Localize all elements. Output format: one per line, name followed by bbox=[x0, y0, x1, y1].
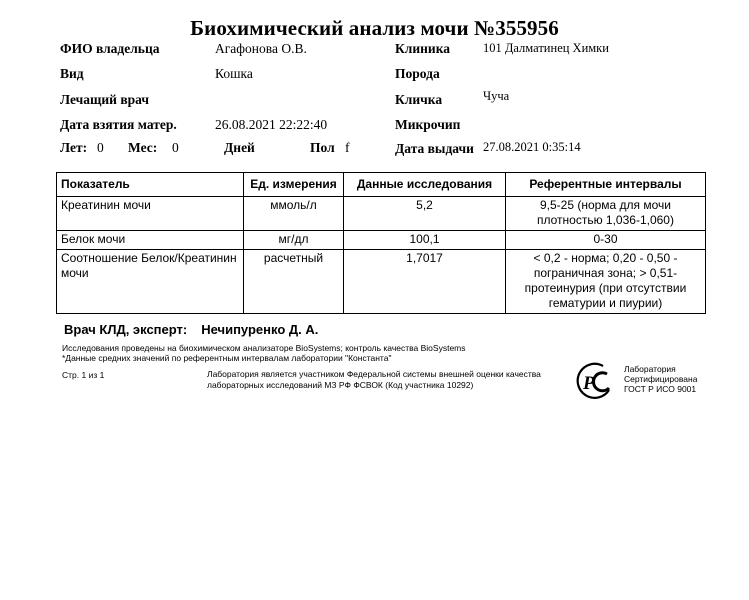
doctor-label: Врач КЛД, эксперт: bbox=[64, 322, 188, 337]
analyzer-note: Исследования проведены на биохимическом анализаторе BioSystems; контроль качества BioSystems bbox=[62, 343, 466, 353]
table-row bbox=[57, 231, 706, 250]
owner-value: Агафонова О.В. bbox=[215, 41, 307, 56]
certification-text bbox=[624, 364, 697, 394]
cert-line-1: Лаборатория bbox=[624, 364, 676, 374]
row-unit: мг/дл bbox=[244, 231, 344, 250]
row-unit: ммоль/л bbox=[244, 197, 344, 231]
reference-note: *Данные средних значений по референтным интервалам лаборатории "Константа" bbox=[62, 353, 392, 363]
clinic-label: Клиника bbox=[395, 41, 451, 56]
row-reference: < 0,2 - норма; 0,20 - 0,50 - пограничная зона; > 0,51- протеинурия (при отсутствии гематурии и пиурии) bbox=[506, 250, 706, 314]
column-header-indicator: Показатель bbox=[57, 173, 244, 197]
cert-line-2: Сертифицирована bbox=[624, 374, 698, 384]
results-table bbox=[56, 172, 706, 314]
nickname-value: Чуча bbox=[483, 89, 510, 103]
breed-label: Порода bbox=[395, 66, 440, 81]
page-number: Стр. 1 из 1 bbox=[62, 370, 105, 380]
sample-date-label: Дата взятия матер. bbox=[60, 117, 177, 132]
years-value: 0 bbox=[97, 140, 104, 155]
row-value: 5,2 bbox=[344, 197, 506, 231]
sex-label: Пол bbox=[310, 140, 335, 155]
row-indicator: Креатинин мочи bbox=[57, 197, 244, 231]
issue-date-label: Дата выдачи bbox=[395, 141, 474, 156]
row-reference: 9,5-25 (норма для мочи плотностью 1,036-1,060) bbox=[506, 197, 706, 231]
column-header-unit: Ед. измерения bbox=[244, 173, 344, 197]
row-indicator: Белок мочи bbox=[57, 231, 244, 250]
doctor-name: Нечипуренко Д. А. bbox=[201, 322, 319, 337]
species-label: Вид bbox=[60, 66, 84, 81]
doctor-signature-line bbox=[64, 322, 318, 337]
table-header-row bbox=[57, 173, 706, 197]
years-label: Лет: bbox=[60, 140, 88, 155]
months-value: 0 bbox=[172, 140, 179, 155]
issue-date-value: 27.08.2021 0:35:14 bbox=[483, 140, 581, 154]
clinic-value: 101 Далматинец Химки bbox=[483, 41, 609, 55]
sample-date-value: 26.08.2021 22:22:40 bbox=[215, 117, 328, 132]
table-row bbox=[57, 197, 706, 231]
certification-seal-icon bbox=[573, 360, 619, 402]
column-header-reference: Референтные интервалы bbox=[506, 173, 706, 197]
row-value: 100,1 bbox=[344, 231, 506, 250]
vet-label: Лечащий врач bbox=[60, 92, 149, 107]
species-value: Кошка bbox=[215, 66, 253, 81]
owner-label: ФИО владельца bbox=[60, 41, 160, 56]
sex-value: f bbox=[345, 140, 350, 155]
chip-label: Микрочип bbox=[395, 117, 461, 132]
row-reference: 0-30 bbox=[506, 231, 706, 250]
nickname-label: Кличка bbox=[395, 92, 443, 107]
table-row bbox=[57, 250, 706, 314]
fsvok-note: Лаборатория является участником Федеральной системы внешней оценки качества лабораторных исследований МЗ РФ ФСВОК (Код участника 10292) bbox=[207, 369, 541, 390]
row-indicator: Соотношение Белок/Креатинин мочи bbox=[57, 250, 244, 314]
svg-text:P: P bbox=[583, 373, 595, 394]
column-header-value: Данные исследования bbox=[344, 173, 506, 197]
cert-line-3: ГОСТ Р ИСО 9001 bbox=[624, 384, 697, 394]
row-unit: расчетный bbox=[244, 250, 344, 314]
row-value: 1,7017 bbox=[344, 250, 506, 314]
report-title: Биохимический анализ мочи №355956 bbox=[190, 16, 559, 40]
days-label: Дней bbox=[224, 140, 255, 155]
months-label: Мес: bbox=[128, 140, 158, 155]
